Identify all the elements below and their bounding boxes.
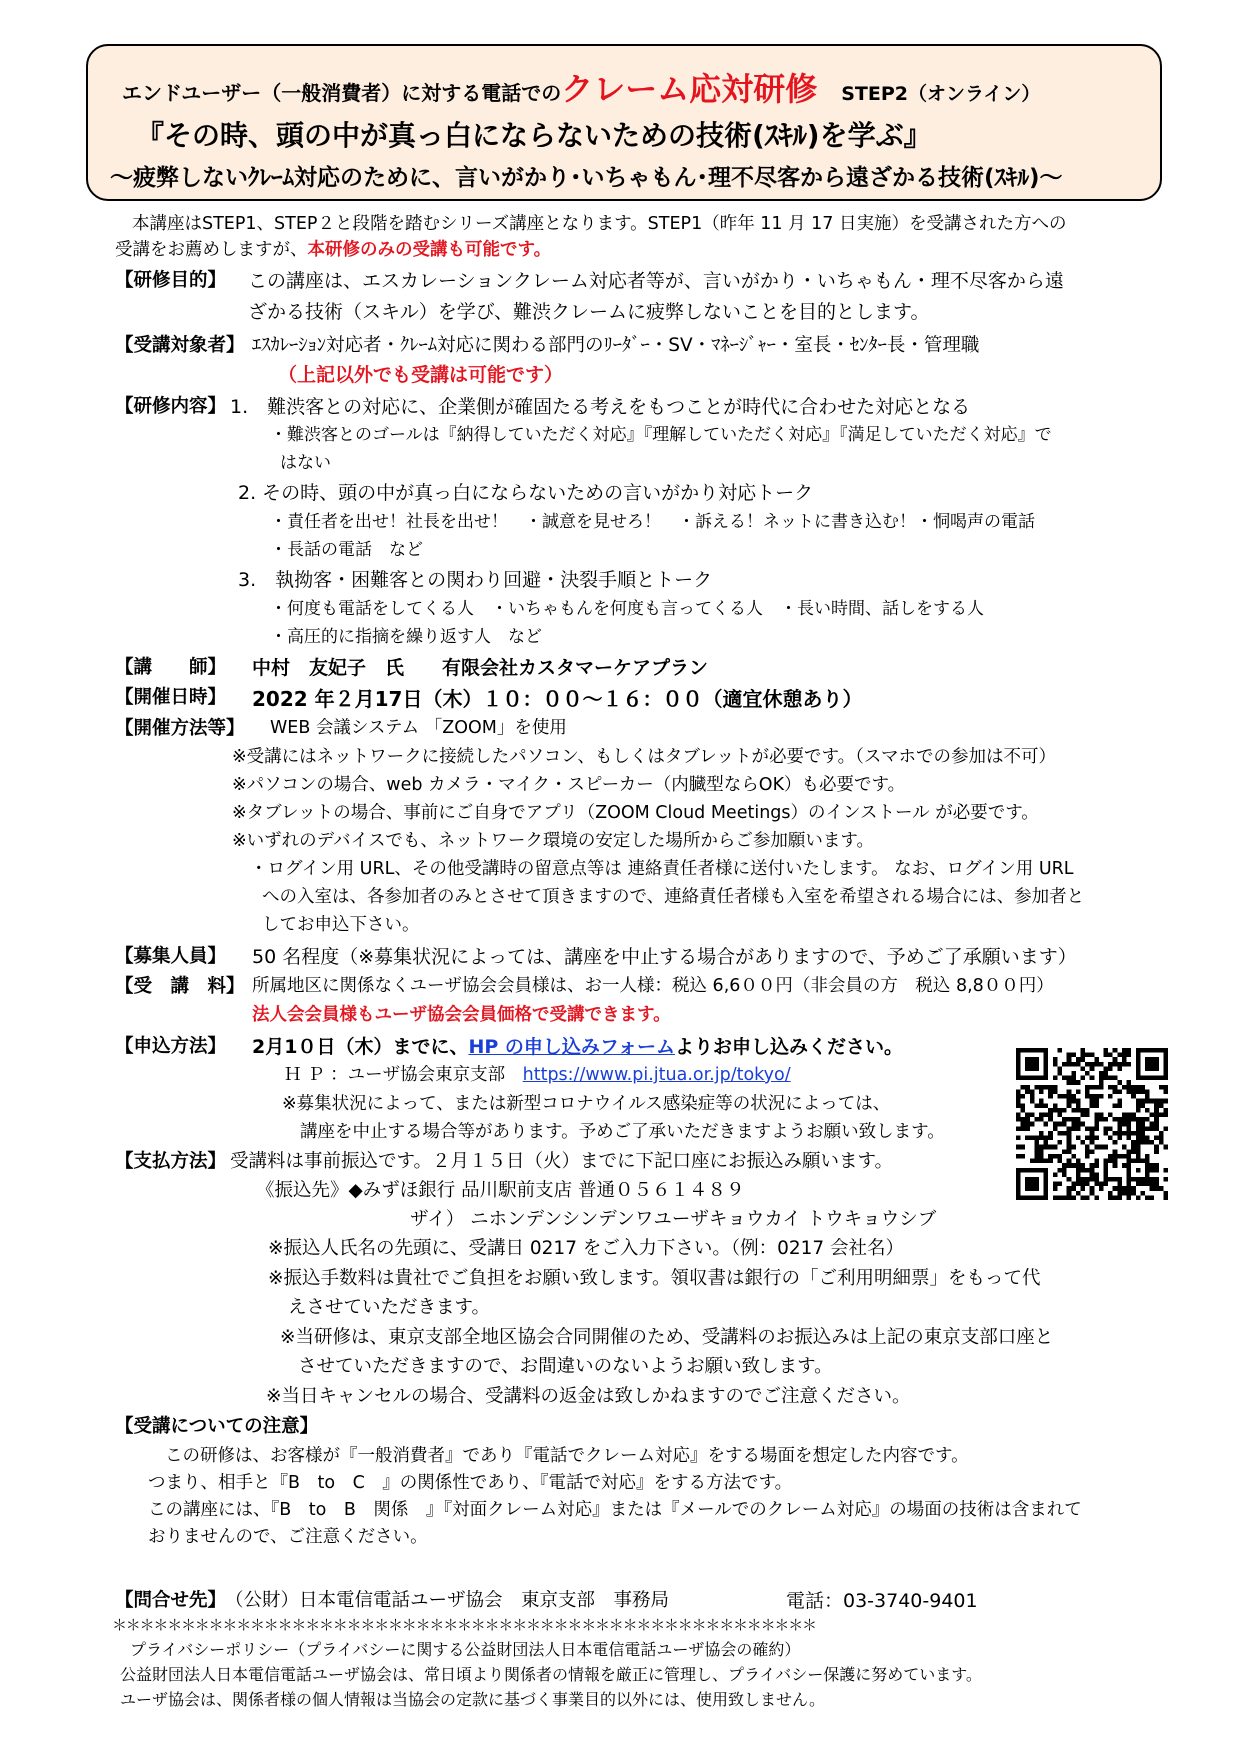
lecturer-label: 【講 師】	[115, 657, 227, 678]
header-line1	[122, 64, 1040, 110]
caution-line3: この講座には、『B to B 関係 』『対面クレーム対応』または『メールでのクレーム対応』の場面の技術は含まれて	[148, 1500, 1082, 1520]
privacy-line1: プライバシーポリシー（プライバシーに関する公益財団法人日本電信電話ユーザ協会の確約）	[130, 1640, 801, 1659]
caution-line4: おりませんので、ご注意ください。	[148, 1527, 428, 1547]
payment-note4: ※当研修は、東京支部全地区協会合同開催のため、受講料のお振込みは上記の東京支部口座と	[280, 1327, 1054, 1348]
header-line1-text: エンドユーザー（一般消費者）に対する電話での	[122, 81, 562, 105]
method-note3: ※タブレットの場合、事前にご自身でアプリ（ZOOM Cloud Meetings）のインストール が必要です。	[232, 803, 1039, 823]
apply-line1-tail: よりお申し込みください。	[674, 1036, 903, 1058]
contact-phone: 電話：03-3740-9401	[786, 1590, 978, 1612]
apply-form-link[interactable]: HP の申し込みフォーム	[468, 1036, 675, 1058]
date-label: 【開催日時】	[115, 687, 227, 708]
method-note6: への入室は、各参加者のみとさせて頂きますので、連絡責任者様も入室を希望される場合には、参加者と	[262, 887, 1085, 907]
intro-line2-text: 受講をお薦めしますが、	[115, 240, 308, 260]
apply-hp	[284, 1067, 791, 1085]
purpose-line1: この講座は、エスカレーションクレーム対応者等が、言いがかり・いちゃもん・理不尽客から遠	[248, 270, 1064, 292]
content-item3b: ・高圧的に指摘を繰り返す人 など	[270, 627, 542, 647]
privacy-line3: ユーザ協会は、関係者様の個人情報は当協会の定款に基づく事業目的以外には、使用致しません。	[120, 1690, 825, 1709]
method-note7: してお申込下さい。	[262, 915, 420, 935]
purpose-line2: ざかる技術（スキル）を学び、難渋クレームに疲弊しないことを目的とします。	[248, 301, 930, 323]
intro-note: 本研修のみの受講も可能です。	[307, 240, 552, 260]
method-line0: WEB 会議システム 「ZOOM」を使用	[270, 718, 567, 738]
method-note1: ※受講にはネットワークに接続したパソコン、もしくはタブレットが必要です。（スマホでの参加は不可）	[232, 747, 1057, 767]
payment-label: 【支払方法】	[115, 1151, 227, 1172]
method-note5: ・ログイン用 URL、その他受講時の留意点等は 連絡責任者様に送付いたします。 なお、ログイン用 URL	[250, 859, 1074, 879]
capacity-value: 50 名程度（※募集状況によっては、講座を中止する場合がありますので、予めご了承願います）	[252, 946, 1077, 968]
purpose-label: 【研修目的】	[115, 270, 227, 291]
apply-note1: ※募集状況によって、または新型コロナウイルス感染症等の状況によっては、	[282, 1094, 891, 1114]
payment-note3: えさせていただきます。	[288, 1297, 491, 1318]
privacy-line2: 公益財団法人日本電信電話ユーザ協会は、常日頃より関係者の情報を厳正に管理し、プライバシー保護に努めています。	[120, 1665, 982, 1684]
contact-value: （公財）日本電信電話ユーザ協会 東京支部 事務局	[225, 1590, 670, 1611]
separator: ＊＊＊＊＊＊＊＊＊＊＊＊＊＊＊＊＊＊＊＊＊＊＊＊＊＊＊＊＊＊＊＊＊＊＊＊＊＊＊＊＊＊＊＊＊＊＊＊＊＊＊	[112, 1618, 816, 1633]
caution-line1: この研修は、お客様が『一般消費者』であり『電話でクレーム対応』をする場面を想定した内容です。	[165, 1446, 969, 1466]
content-label: 【研修内容】	[115, 396, 227, 417]
fee-value: 所属地区に関係なくユーザ協会会員様は、お一人様：税込 6,6００円（非会員の方 税込 8,8００円）	[252, 976, 1054, 996]
target-line1: ｴｽｶﾚｰｼｮﾝ対応者・ｸﾚｰﾑ対応に関わる部門のﾘｰﾀﾞｰ・SV・ﾏﾈｰｼﾞｬｰ・室長・ｾﾝﾀｰ長・管理職	[252, 335, 980, 356]
header-line3: ～疲弊しないｸﾚｰﾑ対応のために、言いがかり･いちゃもん･理不尽客から遠ざかる技術(ｽｷﾙ)～	[110, 165, 1063, 191]
content-item3a: ・何度も電話をしてくる人 ・いちゃもんを何度も言ってくる人 ・長い時間、話しをする人	[270, 599, 984, 619]
apply-hp-label: Ｈ Ｐ ：ユーザ協会東京支部	[284, 1065, 506, 1085]
payment-note5: させていただきますので、お間違いのないようお願い致します。	[298, 1356, 833, 1377]
contact-label: 【問合せ先】	[115, 1590, 227, 1611]
qr-code-icon[interactable]	[1016, 1048, 1168, 1200]
payment-note6: ※当日キャンセルの場合、受講料の返金は致しかねますのでご注意ください。	[266, 1386, 911, 1407]
fee-label: 【受 講 料】	[115, 976, 245, 997]
caution-label: 【受講についての注意】	[115, 1416, 319, 1437]
apply-line1-text: 2月1０日（木）までに、	[252, 1036, 469, 1058]
target-line2: （上記以外でも受講は可能です）	[278, 364, 564, 386]
header-title-highlight: クレーム応対研修	[561, 70, 818, 108]
intro-line2	[115, 242, 551, 260]
date-value: 2022 年２月17日（木）１０：００～１６：００（適宜休憩あり）	[252, 687, 863, 711]
caution-line2: つまり、相手と『B to C 』の関係性であり、『電話で対応』をする方法です。	[148, 1473, 793, 1493]
payment-line2: 《振込先》◆みずほ銀行 品川駅前支店 普通０５６１４８９	[256, 1180, 745, 1201]
method-note4: ※いずれのデバイスでも、ネットワーク環境の安定した場所からご参加願います。	[232, 831, 875, 851]
target-label: 【受講対象者】	[115, 335, 245, 356]
apply-line1	[252, 1038, 903, 1057]
payment-note1: ※振込人氏名の先頭に、受講日 0217 をご入力下さい。（例：0217 会社名）	[268, 1238, 905, 1259]
payment-line1: 受講料は事前振込です。２月１５日（火）までに下記口座にお振込み願います。	[230, 1151, 894, 1172]
header-line2: 『その時、頭の中が真っ白にならないための技術(ｽｷﾙ)を学ぶ』	[136, 119, 932, 152]
capacity-label: 【募集人員】	[115, 946, 227, 967]
header-box	[86, 44, 1162, 201]
content-item2a: ・責任者を出せ！社長を出せ！ ・誠意を見せろ！ ・訴える！ネットに書き込む！・恫喝声の電話	[270, 512, 1035, 532]
lecturer-value: 中村 友妃子 氏 有限会社カスタマーケアプラン	[252, 657, 709, 679]
payment-line3: ザイ） ニホンデンシンデンワユーザキョウカイ トウキョウシブ	[410, 1209, 937, 1230]
content-item1: 1. 難渋客との対応に、企業側が確固たる考えをもつことが時代に合わせた対応となる	[230, 396, 971, 418]
content-item1b: はない	[280, 453, 331, 473]
intro-line1: 本講座はSTEP1、STEP２と段階を踏むシリーズ講座となります。STEP1（昨年 11 月 17 日実施）を受講された方への	[132, 214, 1067, 234]
header-step: STEP2（オンライン）	[841, 83, 1041, 105]
fee-note: 法人会会員様もユーザ協会会員価格で受講できます。	[252, 1005, 671, 1025]
method-label: 【開催方法等】	[115, 718, 245, 739]
apply-hp-url-link[interactable]: https://www.pi.jtua.or.jp/tokyo/	[522, 1065, 791, 1085]
method-note2: ※パソコンの場合、web カメラ・マイク・スピーカー（内臓型ならOK）も必要です。	[232, 775, 906, 795]
content-item2: 2. その時、頭の中が真っ白にならないための言いがかり対応トーク	[238, 482, 814, 504]
content-item3: 3. 執拗客・困難客との関わり回避・決裂手順とトーク	[238, 569, 713, 591]
content-item2b: ・長話の電話 など	[270, 540, 423, 560]
payment-note2: ※振込手数料は貴社でご負担をお願い致します。領収書は銀行の「ご利用明細票」をもって代	[268, 1268, 1041, 1289]
content-item1a: ・難渋客とのゴールは『納得していただく対応』『理解していただく対応』『満足していただく対応』で	[270, 425, 1052, 445]
apply-label: 【申込方法】	[115, 1036, 227, 1057]
apply-note2: 講座を中止する場合等があります。予めご了承いただきますようお願い致します。	[300, 1122, 945, 1142]
